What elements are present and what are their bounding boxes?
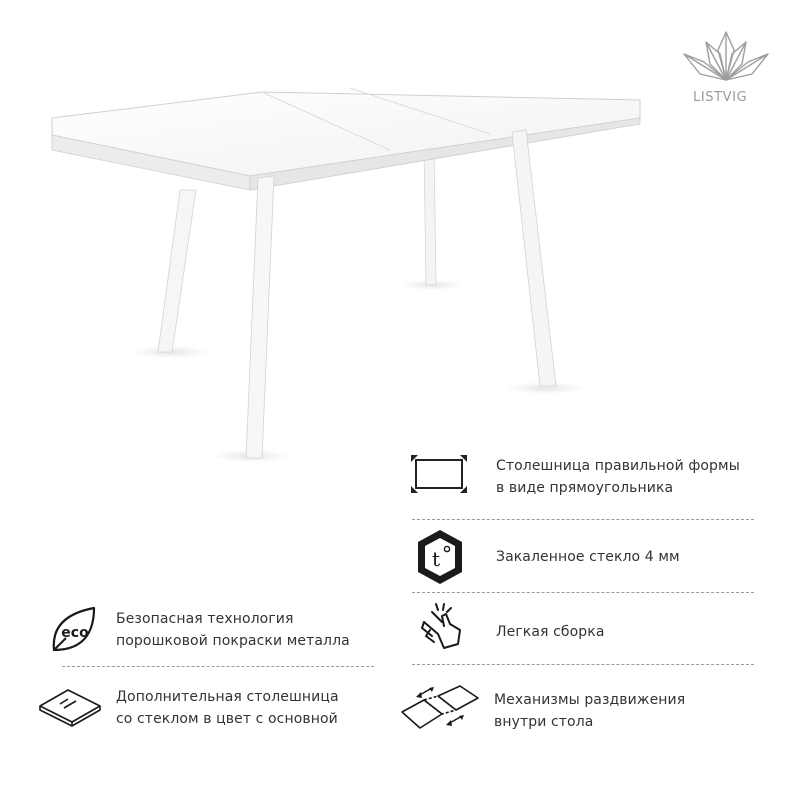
feature-rectangle-top: [496, 455, 740, 499]
divider: [412, 664, 754, 665]
feature-extension-mechanism: [494, 689, 685, 733]
brand-name: LISTVIG: [693, 90, 748, 105]
rectangle-tabletop-icon: [410, 454, 468, 498]
divider: [62, 666, 374, 667]
table-illustration: [0, 0, 660, 470]
glass-panel-icon: [38, 688, 102, 732]
feature-line: Механизмы раздвижения: [494, 692, 686, 708]
divider: [412, 592, 754, 593]
feature-tempered-glass: [496, 546, 680, 568]
feature-line: Закаленное стекло 4 мм: [496, 549, 680, 565]
easy-assembly-hand-icon: [414, 600, 464, 656]
divider: [412, 519, 754, 520]
brand-logo: [676, 28, 776, 108]
crown-leaf-logo-icon: [676, 28, 776, 86]
eco-leaf-icon: [48, 604, 100, 660]
feature-line: внутри стола: [494, 714, 594, 730]
feature-line: Безопасная технология: [116, 611, 294, 627]
svg-text:t: t: [431, 547, 441, 571]
feature-line: со стеклом в цвет с основной: [116, 711, 338, 727]
feature-eco-coating: [116, 608, 350, 652]
feature-line: порошковой покраски металла: [116, 633, 350, 649]
svg-text:eco: eco: [61, 625, 89, 641]
feature-line: Легкая сборка: [496, 624, 605, 640]
extension-mechanism-icon: [398, 680, 482, 740]
feature-line: Дополнительная столешница: [116, 689, 339, 705]
feature-extra-glass-top: [116, 686, 339, 730]
tempered-glass-icon: [414, 528, 466, 590]
feature-line: Столешница правильной формы: [496, 458, 740, 474]
feature-easy-assembly: [496, 621, 605, 643]
feature-line: в виде прямоугольника: [496, 480, 674, 496]
